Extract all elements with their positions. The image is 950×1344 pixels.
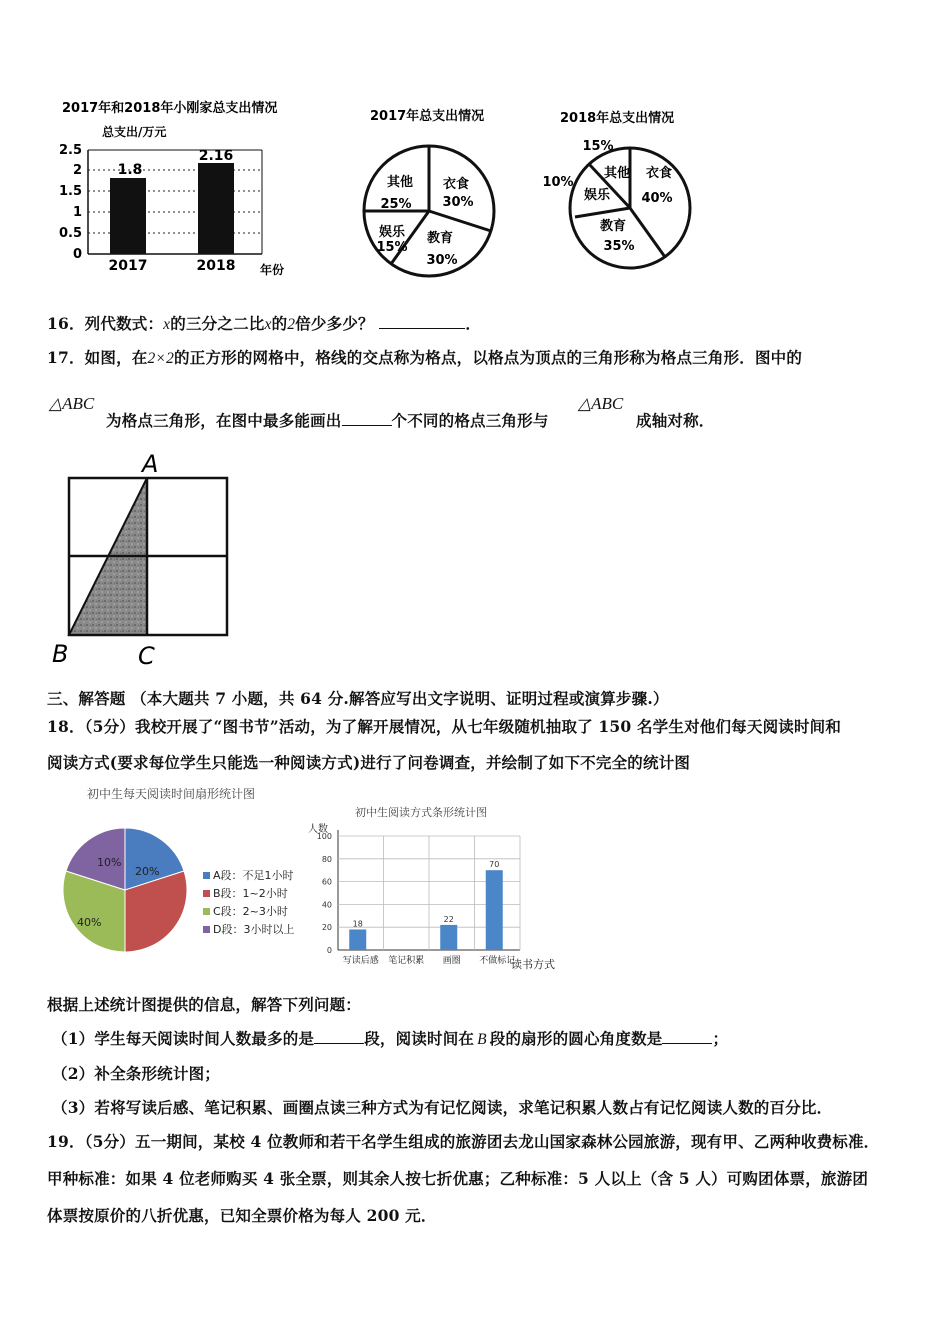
q17-line2-tail: 成轴对称． xyxy=(636,411,715,430)
q18-bar xyxy=(440,925,457,950)
q18-bar-title: 初中生阅读方式条形统计图 xyxy=(355,806,487,819)
legend-swatch-a xyxy=(203,872,210,879)
q16-mid2: 的 xyxy=(271,314,288,333)
pie17-pct-qita: 25% xyxy=(380,197,412,212)
q18-p1-end: ； xyxy=(712,1029,729,1048)
q16-lead: 16．列代数式： xyxy=(47,314,164,333)
y-tick-1: 0.5 xyxy=(58,226,82,241)
label-C: C xyxy=(138,642,155,670)
pie18-label-yule: 娱乐 xyxy=(583,188,611,203)
pie17-label-yule: 娱乐 xyxy=(378,225,406,240)
pie18-label-qita: 其他 xyxy=(603,166,631,181)
pie17-label-qita: 其他 xyxy=(386,175,414,190)
expense-bar-chart xyxy=(40,92,310,282)
q18-line2: 阅读方式(要求每位学生只能选一种阅读方式)进行了问卷调查，并绘制了如下不完全的统计图 xyxy=(47,753,691,772)
q18-pie-title: 初中生每天阅读时间扇形统计图 xyxy=(87,787,256,801)
question-17-line2 xyxy=(106,409,549,431)
q17-answer-blank[interactable] xyxy=(342,411,392,426)
q18-part2: （2）补全条形统计图； xyxy=(52,1064,220,1083)
q16-var-x2: x xyxy=(264,316,272,333)
q18-y-tick: 20 xyxy=(321,923,332,933)
bar-2018-label: 2.16 xyxy=(198,148,234,164)
q16-answer-blank[interactable] xyxy=(379,314,465,329)
legend-c: C段：2~3小时 xyxy=(213,905,288,918)
legend-a: A段：不足1小时 xyxy=(213,869,294,882)
q16-mid1: 的三分之二比 xyxy=(170,314,265,333)
q17-line2-mid2: 个不同的格点三角形与 xyxy=(391,411,549,430)
q19-line2: 甲种标准：如果 4 位老师购买 4 张全票，则其余人按七折优惠；乙种标准：5 人以上（含 5 人）可购团体票，旅游团 xyxy=(47,1169,869,1188)
q16-tail: 倍少多少？ xyxy=(295,314,374,333)
pie17-pct-jiaoyu: 30% xyxy=(426,253,458,268)
q17-grid-size: 2×2 xyxy=(147,350,175,367)
q18-bar-xlabel: 读书方式 xyxy=(511,958,555,971)
q18-bar-ylabel: 人数 xyxy=(308,824,328,835)
legend-swatch-c xyxy=(203,908,210,915)
legend-b: B段：1~2小时 xyxy=(213,887,288,900)
q18-p1-blank-2[interactable] xyxy=(662,1029,712,1044)
pie-c-pct: 40% xyxy=(77,916,102,929)
q18-category-label: 画圈 xyxy=(442,956,461,966)
q18-p1-text-a: （1）学生每天阅读时间人数最多的是 xyxy=(52,1029,315,1048)
q18-p1-text-c: 段的扇形的圆心角度数是 xyxy=(489,1029,663,1048)
section-3-heading: 三、解答题 （本大题共 7 小题，共 64 分.解答应写出文字说明、证明过程或演算步骤.） xyxy=(47,689,669,708)
pie18-label-jiaoyu: 教育 xyxy=(599,219,627,234)
label-B: B xyxy=(52,640,69,668)
y-tick-2: 1 xyxy=(72,205,82,220)
q18-bar xyxy=(349,929,366,950)
pie-2018 xyxy=(535,102,705,277)
q18-prompt: 根据上述统计图提供的信息，解答下列问题： xyxy=(47,995,362,1014)
q19-line3: 体票按原价的八折优惠，已知全票价格为每人 200 元． xyxy=(47,1206,437,1225)
pie-2017-title: 2017年总支出情况 xyxy=(370,109,485,124)
x-cat-2018: 2018 xyxy=(196,258,236,274)
q18-p1-text-b: 段，阅读时间在 xyxy=(364,1029,475,1048)
question-16 xyxy=(47,312,481,334)
pie17-label-yishi: 衣食 xyxy=(442,177,470,192)
q18-y-tick: 80 xyxy=(321,854,332,864)
legend-swatch-b xyxy=(203,890,210,897)
q18-p1-var-b: B xyxy=(477,1031,487,1048)
q18-reading-time-pie xyxy=(55,780,305,975)
q19-line1: 19．（5分）五一期间，某校 4 位教师和若干名学生组成的旅游团去龙山国家森林公园旅游，现有甲、乙两种收费标准． xyxy=(47,1132,880,1151)
q17-line2-mid: 为格点三角形，在图中最多能画出 xyxy=(106,411,342,430)
pie-2018-title: 2018年总支出情况 xyxy=(560,111,675,126)
q18-y-tick: 100 xyxy=(316,832,332,841)
bar-chart-xlabel: 年份 xyxy=(260,263,285,277)
question-17-line1 xyxy=(47,346,802,368)
q18-bar xyxy=(486,870,503,950)
q18-bar-value-label: 18 xyxy=(352,919,363,929)
y-tick-4: 2 xyxy=(72,163,82,178)
q18-p1-blank-1[interactable] xyxy=(314,1029,364,1044)
label-A: A xyxy=(142,450,159,478)
q18-category-label: 写读后感 xyxy=(342,956,379,966)
pie18-pct-qita: 15% xyxy=(582,139,614,154)
q18-category-label: 不做标记 xyxy=(479,956,516,966)
legend-swatch-d xyxy=(203,926,210,933)
q18-bar-value-label: 70 xyxy=(489,860,500,870)
pie18-pct-yule: 10% xyxy=(542,175,574,190)
pie-a-pct: 20% xyxy=(135,865,160,878)
q18-reading-method-bar-chart xyxy=(305,800,570,975)
pie-d-pct: 10% xyxy=(97,856,122,869)
q17-lead: 17．如图，在 xyxy=(47,348,148,367)
pie17-label-jiaoyu: 教育 xyxy=(426,231,454,246)
bar-chart-title: 2017年和2018年小刚家总支出情况 xyxy=(62,101,278,116)
bar-chart-ylabel: 总支出/万元 xyxy=(102,125,167,139)
x-cat-2017: 2017 xyxy=(108,258,148,274)
q16-num: 2 xyxy=(287,316,296,333)
y-tick-0: 0 xyxy=(72,247,82,262)
pie18-pct-yishi: 40% xyxy=(641,191,673,206)
y-tick-3: 1.5 xyxy=(58,184,82,199)
legend-d: D段：3小时以上 xyxy=(213,923,295,936)
q17-line1-tail: 的正方形的网格中，格线的交点称为格点，以格点为顶点的三角形称为格点三角形．图中的 xyxy=(174,348,803,367)
q17-grid-figure xyxy=(50,450,240,672)
bar-2017 xyxy=(110,178,146,254)
y-tick-5: 2.5 xyxy=(58,143,82,158)
q18-bar-value-label: 22 xyxy=(443,914,454,924)
bar-2017-label: 1.8 xyxy=(117,162,143,178)
q17-triangle-symbol-2: △ABC xyxy=(578,394,624,413)
q18-line1: 18．（5分）我校开展了“图书节”活动，为了解开展情况，从七年级随机抽取了 150 名学生对他们每天阅读时间和 xyxy=(47,717,842,736)
pie18-pct-jiaoyu: 35% xyxy=(603,239,635,254)
pie17-pct-yishi: 30% xyxy=(442,195,474,210)
q16-end: ． xyxy=(465,314,482,333)
q18-part3: （3）若将写读后感、笔记积累、画圈点读三种方式为有记忆阅读，求笔记积累人数占有记忆阅读人数的百分比． xyxy=(52,1098,833,1117)
pie17-pct-yule: 15% xyxy=(376,240,408,255)
q18-y-tick: 40 xyxy=(321,900,332,910)
pie18-label-yishi: 衣食 xyxy=(645,166,673,181)
q18-part1 xyxy=(52,1027,728,1049)
q18-category-label: 笔记积累 xyxy=(388,956,425,966)
q18-y-tick: 0 xyxy=(326,946,332,955)
q16-var-x1: x xyxy=(163,316,171,333)
q17-triangle-symbol-1: △ABC xyxy=(49,394,95,413)
pie-2017 xyxy=(350,100,510,285)
bar-2018 xyxy=(198,163,234,254)
q18-y-tick: 60 xyxy=(321,877,332,887)
